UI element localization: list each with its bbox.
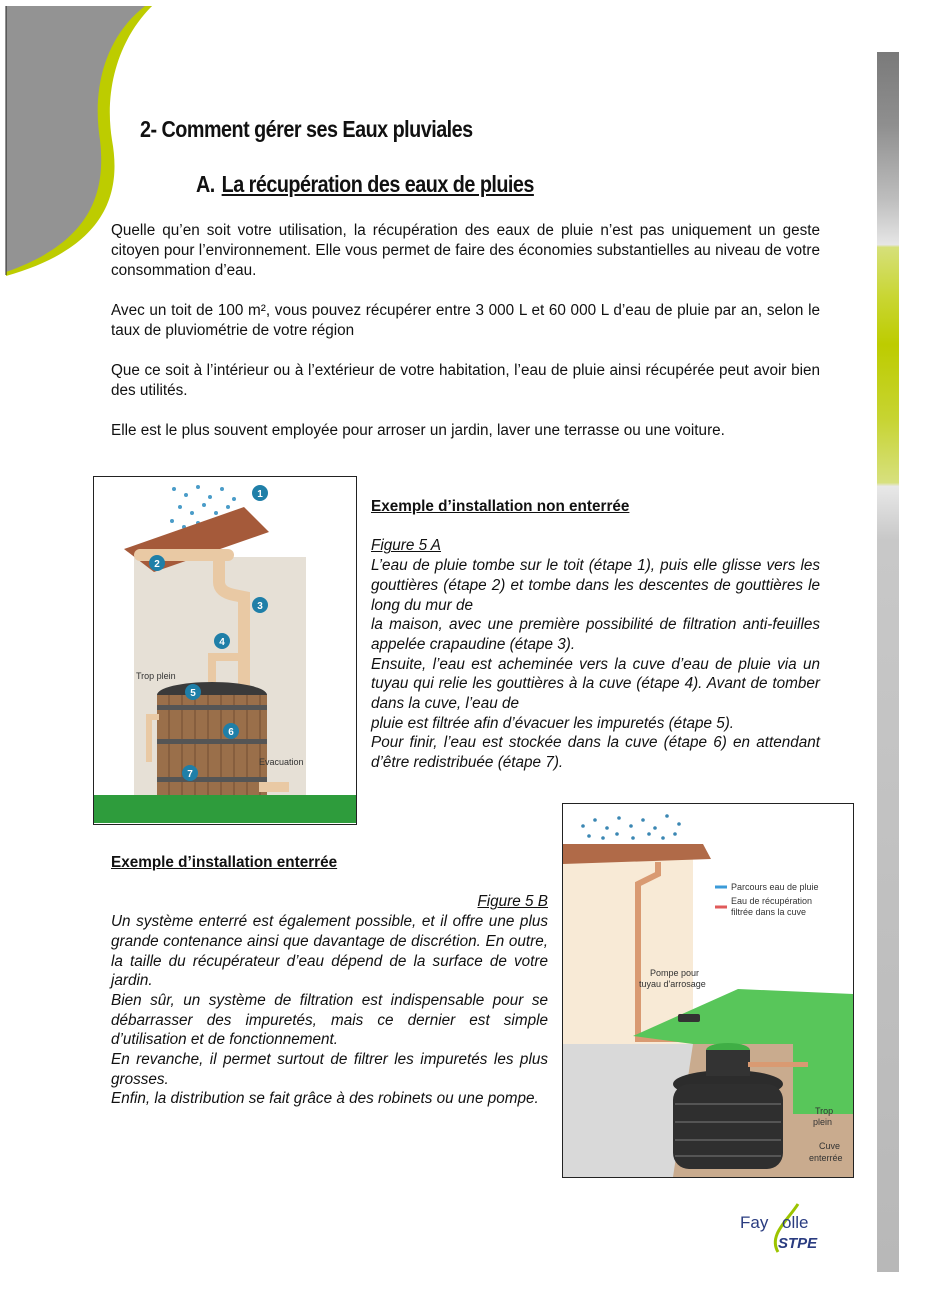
figure-5a [93,476,357,825]
legend-red-label-2: filtrée dans la cuve [731,907,807,917]
body-line: Ensuite, l’eau est acheminée vers la cuve d’eau de pluie via un tuyau qui relie les gouttières à la cuve (étape 4). Avant de tomber dans la cuve, l’eau de [371,655,820,713]
section-a-heading: Exemple d’installation non enterrée [371,498,630,515]
section-above-ground [371,497,820,773]
intro-paragraph: Elle est le plus souvent employée pour arroser un jardin, laver une terrasse ou une voiture. [111,422,725,439]
tank-label-2: enterrée [809,1153,843,1163]
section-b-heading: Exemple d’installation enterrée [111,854,338,871]
intro-paragraph: Quelle qu’en soit votre utilisation, la récupération des eaux de pluie n’est pas uniquement un geste citoyen pour l’environnement. Elle vous permet de faire des économies substantielles au niveau de votre consommation d’eau. [111,222,820,279]
section-a-body [371,556,820,773]
logo-name-start: Fay [740,1213,769,1232]
tank-label-1: Cuve [819,1141,841,1151]
evacuation-pipe [259,782,289,792]
pump-label-1: Pompe pour [650,968,700,978]
body-line: Enfin, la distribution se fait grâce à des robinets ou une pompe. [111,1090,539,1108]
fayolle-stpe-logo [738,1200,828,1262]
step-1-label: 1 [257,489,263,500]
section-title [196,171,534,198]
underground-tank-illustration [563,804,853,1177]
body-line: pluie est filtrée afin d’évacuer les impuretés (étape 5). [371,714,735,732]
evacuation-label: Evacuation [259,757,304,767]
section-title-text: La récupération des eaux de pluies [221,171,534,197]
section-b-body [111,912,548,1109]
body-line: En revanche, il permet surtout de filtrer les impuretés les plus grosses. [111,1051,548,1088]
step-4-label: 4 [219,637,225,648]
pump-label-2: tuyau d'arrosage [639,979,706,989]
grass [94,795,356,823]
body-line: L’eau de pluie tombe sur le toit (étape 1), puis elle glisse vers les gouttières (étape 2) et tombe dans les descentes de gouttières le long du mur de [371,557,820,614]
body-line: Bien sûr, un système de filtration est indispensable pour se débarrasser des impuretés, mais ce dernier est simple d’utilisation et de fonctionnement. [111,991,548,1049]
rain-barrel-illustration [94,477,356,824]
intro-paragraph: Que ce soit à l’intérieur ou à l’extérieur de votre habitation, l’eau de pluie ainsi récupérée peut avoir bien des utilités. [111,362,820,399]
overflow-pipe [748,1062,808,1067]
side-color-bar [877,52,899,1272]
body-line: Un système enterré est également possible, et il offre une plus grande contenance ainsi que davantage de discrétion. En outre, la taille du récupérateur d’eau dépend de la surface de votre jardin. [111,913,548,990]
step-5-label: 5 [190,688,196,699]
logo-sub: STPE [778,1235,818,1252]
step-2-label: 2 [154,559,160,570]
step-3-label: 3 [257,601,263,612]
legend-red-label-1: Eau de récupération [731,896,813,906]
figure-5b-caption: Figure 5 B [477,893,548,911]
pump-icon [678,1014,700,1022]
house-wall [563,854,693,1044]
figure-5b [562,803,854,1178]
figure-5a-caption: Figure 5 A [371,537,442,555]
rain-drops-icon [581,814,681,840]
step-7-label: 7 [187,769,193,780]
section-underground [111,853,548,1109]
body-line: la maison, avec une première possibilité de filtration anti-feuilles appelée crapaudine (étape 3). [371,616,820,653]
step-6-label: 6 [228,727,234,738]
intro-text [111,221,820,461]
body-line: Pour finir, l’eau est stockée dans la cuve (étape 6) en attendant d’être redistribuée (étape 7). [371,734,820,772]
overflow-label: Trop plein [136,671,176,681]
page-title: 2- Comment gérer ses Eaux pluviales [140,116,473,142]
intro-paragraph: Avec un toit de 100 m², vous pouvez récupérer entre 3 000 L et 60 000 L d’eau de pluie par an, selon le taux de pluviométrie de votre région [111,302,820,339]
logo-name-end: olle [782,1213,809,1232]
legend-blue-label: Parcours eau de pluie [731,882,819,892]
section-letter: A. [196,171,215,197]
overflow-label-1: Trop [815,1106,834,1116]
overflow-label-2: plein [813,1117,833,1127]
